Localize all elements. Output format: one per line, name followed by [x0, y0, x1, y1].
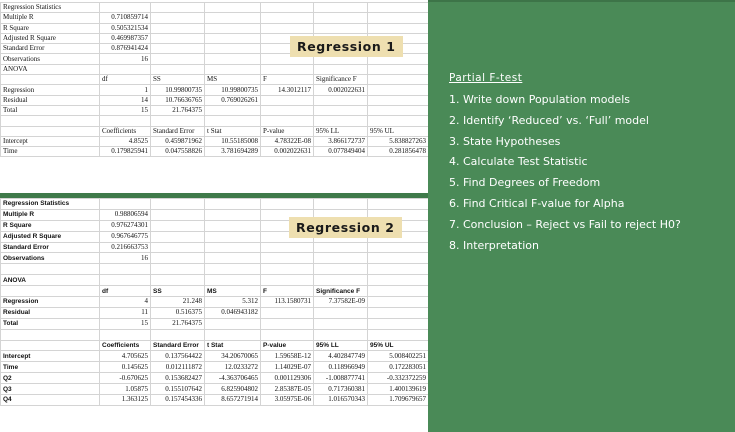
table-cell: Multiple R [1, 13, 100, 23]
table-cell [1, 329, 100, 340]
table-cell: 1.59658E-12 [261, 351, 314, 362]
table-cell [368, 286, 429, 297]
table-cell [151, 64, 205, 74]
table-cell [205, 54, 261, 64]
table-cell [205, 13, 261, 23]
table-cell: 0.047558826 [151, 147, 205, 157]
table-cell [100, 199, 151, 210]
table-cell: 0.179825941 [100, 147, 151, 157]
table-cell [1, 264, 100, 275]
table-cell [151, 33, 205, 43]
table-cell: Coefficients [100, 126, 151, 136]
table-cell [368, 329, 429, 340]
table-cell [151, 209, 205, 220]
table-cell: 3.866172737 [314, 136, 368, 146]
table-cell: 1.14029E-07 [261, 362, 314, 373]
table-cell: 95% UL [368, 340, 429, 351]
table-cell: MS [205, 286, 261, 297]
table-cell [205, 105, 261, 115]
table-cell: 10.55185008 [205, 136, 261, 146]
table-cell: t Stat [205, 126, 261, 136]
table-cell [151, 220, 205, 231]
table-cell [151, 116, 205, 126]
table-cell [205, 33, 261, 43]
table-row [1, 85, 429, 95]
table-cell [1, 340, 100, 351]
table-cell: 1.363125 [100, 395, 151, 406]
table-cell: 0.967646775 [100, 231, 151, 242]
regression-2-label: Regression 2 [289, 217, 402, 238]
steps-list [449, 90, 681, 256]
table-cell: 5.312 [205, 297, 261, 308]
table-cell: 4.8525 [100, 136, 151, 146]
table-cell [368, 275, 429, 286]
table-cell [314, 275, 368, 286]
table-cell [205, 3, 261, 13]
table-cell: Regression Statistics [1, 3, 100, 13]
table-cell: 1.709679657 [368, 395, 429, 406]
table-cell: 0.172283051 [368, 362, 429, 373]
table-cell [261, 307, 314, 318]
table-cell [368, 116, 429, 126]
table-cell [151, 44, 205, 54]
table-cell: 6.825904802 [205, 384, 261, 395]
table-row [1, 199, 429, 210]
table-cell: Residual [1, 95, 100, 105]
table-cell: 113.1580731 [261, 297, 314, 308]
table-cell [261, 105, 314, 115]
table-row [1, 275, 429, 286]
table-cell [1, 286, 100, 297]
table-cell [205, 44, 261, 54]
table-cell [368, 3, 429, 13]
table-cell: 11 [100, 307, 151, 318]
table-cell [205, 231, 261, 242]
table-row [1, 105, 429, 115]
table-cell: Time [1, 362, 100, 373]
table-cell: 10.99800735 [205, 85, 261, 95]
table-cell: Regression [1, 85, 100, 95]
table-row [1, 147, 429, 157]
table-cell: 34.20670065 [205, 351, 261, 362]
table-cell: Intercept [1, 136, 100, 146]
table-cell [151, 329, 205, 340]
table-cell [314, 264, 368, 275]
step-item: 7. Conclusion – Reject vs Fail to reject H0? [449, 217, 681, 231]
table-cell: ANOVA [1, 275, 100, 286]
table-cell [205, 220, 261, 231]
table-row [1, 329, 429, 340]
table-row [1, 318, 429, 329]
table-cell [100, 3, 151, 13]
step-item: 8. Interpretation [449, 238, 539, 252]
table-cell: Q4 [1, 395, 100, 406]
table-cell: 12.0233272 [205, 362, 261, 373]
table-row [1, 136, 429, 146]
table-row [1, 384, 429, 395]
table-cell: 7.37582E-09 [314, 297, 368, 308]
table-cell: Q3 [1, 384, 100, 395]
table-cell [1, 75, 100, 85]
table-cell [314, 329, 368, 340]
table-cell: 21.764375 [151, 318, 205, 329]
table-cell: 95% LL [314, 340, 368, 351]
table-cell: 0.469987357 [100, 33, 151, 43]
table-row [1, 13, 429, 23]
table-cell: MS [205, 75, 261, 85]
table-cell: 4.402847749 [314, 351, 368, 362]
table-cell: 0.155107642 [151, 384, 205, 395]
table-row [1, 264, 429, 275]
step-item: 5. Find Degrees of Freedom [449, 176, 601, 190]
table-cell [261, 242, 314, 253]
table-cell: -4.363706465 [205, 373, 261, 384]
table-cell: P-value [261, 126, 314, 136]
table-cell: F [261, 286, 314, 297]
table-cell [205, 329, 261, 340]
table-cell: Standard Error [1, 242, 100, 253]
table-cell [205, 242, 261, 253]
table-cell: 14.3012117 [261, 85, 314, 95]
table-cell [151, 13, 205, 23]
table-cell: 0.876941424 [100, 44, 151, 54]
table-row [1, 75, 429, 85]
table-cell: 21.764375 [151, 105, 205, 115]
table-cell: -0.332372259 [368, 373, 429, 384]
table-cell: 4 [100, 297, 151, 308]
table-cell [368, 75, 429, 85]
table-cell [151, 23, 205, 33]
table-cell [261, 275, 314, 286]
table-row [1, 116, 429, 126]
table-cell: Total [1, 105, 100, 115]
table-cell: F [261, 75, 314, 85]
table-row [1, 362, 429, 373]
step-item: 6. Find Critical F-value for Alpha [449, 196, 625, 210]
table-row [1, 340, 429, 351]
table-cell: R Square [1, 220, 100, 231]
table-cell [151, 275, 205, 286]
table-cell [100, 116, 151, 126]
table-row [1, 286, 429, 297]
table-cell: Adjusted R Square [1, 231, 100, 242]
table-cell: 0.153682427 [151, 373, 205, 384]
table-cell: Standard Error [1, 44, 100, 54]
table-cell: 15 [100, 318, 151, 329]
regression-1-label: Regression 1 [290, 36, 403, 57]
table-cell: 0.717360381 [314, 384, 368, 395]
table-cell [368, 318, 429, 329]
table-cell: 15 [100, 105, 151, 115]
table-cell [314, 253, 368, 264]
table-cell: t Stat [205, 340, 261, 351]
table-cell [261, 3, 314, 13]
table-cell [100, 329, 151, 340]
table-cell [314, 307, 368, 318]
table-cell: 4.78322E-08 [261, 136, 314, 146]
table-row [1, 253, 429, 264]
table-cell: 16 [100, 54, 151, 64]
table-cell [261, 64, 314, 74]
table-cell: 5.008402251 [368, 351, 429, 362]
table-cell: 0.98806594 [100, 209, 151, 220]
table-cell: 0.281856478 [368, 147, 429, 157]
table-cell: -1.008877741 [314, 373, 368, 384]
table-cell: Residual [1, 307, 100, 318]
table-row [1, 95, 429, 105]
table-cell [368, 297, 429, 308]
panel-title: Partial F-test [449, 72, 523, 84]
table-cell [151, 3, 205, 13]
table-cell: 0.157454336 [151, 395, 205, 406]
table-row [1, 307, 429, 318]
table-cell: 0.976274301 [100, 220, 151, 231]
table-cell: Time [1, 147, 100, 157]
table-cell [368, 242, 429, 253]
table-cell: 0.145625 [100, 362, 151, 373]
table-cell [205, 199, 261, 210]
table-cell [261, 253, 314, 264]
table-cell: df [100, 75, 151, 85]
table-cell [314, 116, 368, 126]
table-cell: Regression [1, 297, 100, 308]
table-cell: Multiple R [1, 209, 100, 220]
table-row [1, 351, 429, 362]
table-cell: 95% UL [368, 126, 429, 136]
table-cell: 0.001129306 [261, 373, 314, 384]
table-cell: Total [1, 318, 100, 329]
table-cell [100, 275, 151, 286]
table-cell [1, 116, 100, 126]
table-cell [261, 318, 314, 329]
table-cell [368, 13, 429, 23]
table-cell [205, 209, 261, 220]
table-cell: Standard Error [151, 126, 205, 136]
table-cell [151, 54, 205, 64]
table-cell: 4.705625 [100, 351, 151, 362]
table-cell: R Square [1, 23, 100, 33]
table-cell: Intercept [1, 351, 100, 362]
table-cell: 0.505321534 [100, 23, 151, 33]
table-row [1, 373, 429, 384]
table-cell: 0.077849404 [314, 147, 368, 157]
panel-top-border [428, 0, 735, 2]
table-cell: Significance F [314, 286, 368, 297]
table-cell [314, 318, 368, 329]
table-cell: 0.137564422 [151, 351, 205, 362]
table-cell [314, 105, 368, 115]
table-cell [368, 253, 429, 264]
table-cell: Coefficients [100, 340, 151, 351]
step-item: 1. Write down Population models [449, 93, 630, 106]
table-cell [205, 64, 261, 74]
table-cell [368, 307, 429, 318]
table-cell: 0.002022631 [314, 85, 368, 95]
table-cell: 1.400139619 [368, 384, 429, 395]
table-cell: Standard Error [151, 340, 205, 351]
table-cell: 1.05875 [100, 384, 151, 395]
table-cell [261, 264, 314, 275]
table-cell [151, 199, 205, 210]
table-cell [100, 64, 151, 74]
step-item: 3. State Hypotheses [449, 134, 561, 148]
table-cell: 0.002022631 [261, 147, 314, 157]
table-cell: 0.216663753 [100, 242, 151, 253]
table-cell [205, 23, 261, 33]
table-cell: 0.459871962 [151, 136, 205, 146]
table-cell [314, 242, 368, 253]
regression-1-table [0, 2, 429, 157]
table-cell [151, 253, 205, 264]
table-cell: -0.670625 [100, 373, 151, 384]
table-cell [1, 126, 100, 136]
table-cell: 3.781694289 [205, 147, 261, 157]
table-cell [151, 264, 205, 275]
table-cell: df [100, 286, 151, 297]
table-cell [261, 23, 314, 33]
table-cell: 0.118966949 [314, 362, 368, 373]
table-cell [205, 318, 261, 329]
table-cell [314, 13, 368, 23]
table-cell: Observations [1, 54, 100, 64]
table-cell [261, 329, 314, 340]
table-cell [205, 253, 261, 264]
table-cell [314, 23, 368, 33]
table-cell: 8.657271914 [205, 395, 261, 406]
table-cell: Q2 [1, 373, 100, 384]
table-cell [261, 116, 314, 126]
table-cell [368, 64, 429, 74]
table-cell [314, 3, 368, 13]
table-cell [205, 116, 261, 126]
table-cell: 0.516375 [151, 307, 205, 318]
table-row [1, 64, 429, 74]
table-cell: ANOVA [1, 64, 100, 74]
table-cell: 0.046943182 [205, 307, 261, 318]
table-cell [205, 275, 261, 286]
table-row [1, 3, 429, 13]
table-cell [368, 264, 429, 275]
table-cell [368, 85, 429, 95]
table-cell: 1.016570343 [314, 395, 368, 406]
table-cell [368, 95, 429, 105]
table-cell [151, 242, 205, 253]
table-cell: SS [151, 75, 205, 85]
table-cell: 0.769026261 [205, 95, 261, 105]
table-cell: 2.85387E-05 [261, 384, 314, 395]
table-cell: 95% LL [314, 126, 368, 136]
table-row [1, 242, 429, 253]
table-cell [261, 13, 314, 23]
table-cell: Regression Statistics [1, 199, 100, 210]
table-cell: 21.248 [151, 297, 205, 308]
table-cell: P-value [261, 340, 314, 351]
table-row [1, 297, 429, 308]
table-cell: 0.012111872 [151, 362, 205, 373]
table-row [1, 126, 429, 136]
table-cell [151, 231, 205, 242]
table-cell [368, 199, 429, 210]
table-cell [314, 199, 368, 210]
table-cell [368, 23, 429, 33]
table-cell [314, 64, 368, 74]
step-item: 4. Calculate Test Statistic [449, 155, 588, 169]
step-item: 2. Identify ‘Reduced’ vs. ‘Full’ model [449, 113, 649, 127]
table-cell [261, 95, 314, 105]
table-cell [261, 199, 314, 210]
table-cell: 0.710859714 [100, 13, 151, 23]
table-cell: Significance F [314, 75, 368, 85]
table-cell [205, 264, 261, 275]
table-cell: 3.05975E-06 [261, 395, 314, 406]
table-row [1, 23, 429, 33]
table-cell [368, 105, 429, 115]
table-cell: 1 [100, 85, 151, 95]
table-cell: 10.76636765 [151, 95, 205, 105]
table-cell: 5.838827263 [368, 136, 429, 146]
table-cell: Adjusted R Square [1, 33, 100, 43]
table-cell [100, 264, 151, 275]
table-cell: 16 [100, 253, 151, 264]
table-cell [314, 95, 368, 105]
table-cell: 10.99800735 [151, 85, 205, 95]
table-cell: SS [151, 286, 205, 297]
table-cell: 14 [100, 95, 151, 105]
table-row [1, 395, 429, 406]
table-cell: Observations [1, 253, 100, 264]
